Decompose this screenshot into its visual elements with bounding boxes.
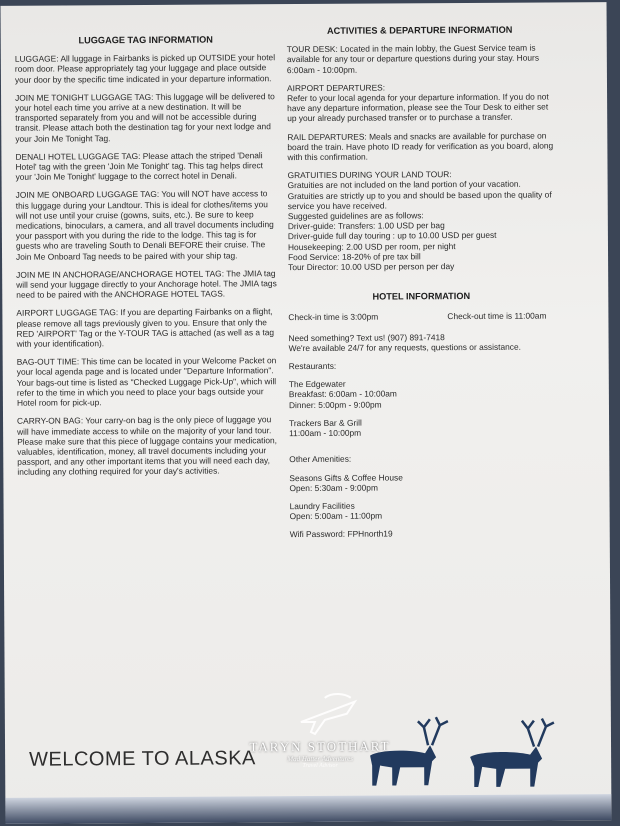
footer-band	[5, 794, 611, 824]
airport-departures-paragraph: AIRPORT DEPARTURES: Refer to your local agenda for your departure information. If you do not have any departure information, please see the Tour Desk to either set up your already purchased transfer or to purchase a transfer.	[286, 82, 549, 124]
activities-column	[287, 24, 556, 547]
denali-hotel-paragraph: DENALI HOTEL LUGGAGE TAG: Please attach the striped 'Denali Hotel' tag with the green 'Join Me Tonight' tag. This tag helps direct your 'Join Me Tonight' luggage to the correct hotel in Denali.	[15, 150, 264, 183]
check-out-time: Check-out time is 11:00am	[447, 310, 547, 322]
seasons-hours: Seasons Gifts & Coffee House Open: 5:30am - 9:00pm	[289, 471, 403, 493]
watermark-title: Travel Advisor	[302, 762, 338, 770]
check-times	[288, 311, 554, 323]
laundry-hours: Laundry Facilities Open: 5:00am - 11:00pm	[289, 500, 383, 522]
watermark-name: TARYN STOTHART	[249, 738, 391, 755]
check-in-time: Check-in time is 3:00pm	[288, 312, 379, 323]
tour-desk-paragraph: TOUR DESK: Located in the main lobby, the Guest Service team is available for any tour or departure questions during your stay. Hours 6:00am - 10:00pm.	[286, 42, 540, 75]
trackers-hours: Trackers Bar & Grill 11:00am - 10:00pm	[289, 417, 362, 439]
document-page	[1, 2, 612, 824]
luggage-tag-heading: LUGGAGE TAG INFORMATION	[78, 34, 213, 46]
contact-text: Need something? Text us! (907) 891-7418 We're available 24/7 for any requests, questions or assistance.	[288, 331, 521, 353]
watermark	[225, 738, 415, 769]
join-me-onboard-paragraph: JOIN ME ONBOARD LUGGAGE TAG: You will NOT have access to this luggage during your Landtour. This is ideal for clothes/items you will not use until your cruise (gowns, suits, etc.). Be sure to keep medications, binoculars, a camera, and all travel documents including your passport with you during the ride to the lodge. This tag is for guests who are traveling South to Denali BEFORE their cruise. The Join Me Onboard Tag needs to be paired with your ship tag.	[15, 188, 274, 262]
restaurants-label: Restaurants:	[288, 360, 337, 372]
hotel-info-heading: HOTEL INFORMATION	[372, 291, 471, 302]
join-me-tonight-paragraph: JOIN ME TONIGHT LUGGAGE TAG: This luggage will be delivered to your hotel each time you arrive at a new destination. It will be transported separately from you and will not be accessible during transit. Please attach both the destination tag for your next lodge and your Join Me Tonight Tag.	[15, 90, 275, 144]
luggage-paragraph: LUGGAGE: All luggage in Fairbanks is picked up OUTSIDE your hotel room door. Please appropriately tag your luggage and place outside your door by the specific time indicated in your departure information.	[14, 52, 276, 85]
rail-departures-paragraph: RAIL DEPARTURES: Meals and snacks are available for purchase on board the train. Have photo ID ready for verification as you board, along with this confirmation.	[287, 130, 554, 163]
plane-logo-icon	[295, 692, 365, 742]
airport-luggage-paragraph: AIRPORT LUGGAGE TAG: If you are departing Fairbanks on a flight, please remove all tags previously given to you. Ensure that only the RED 'AIRPORT' Tag or the Y-TOUR TAG is attached (as well as a tag with your identification).	[16, 306, 275, 349]
bag-out-paragraph: BAG-OUT TIME: This time can be located in your Welcome Packet on your local agenda page and is located under "Departure Information". Your bags-out time is listed as "Checked Luggage Pick-Up", which will refer to the time in which you need to place your bags outside your Hotel room for pick-up.	[16, 355, 277, 408]
activities-heading: ACTIVITIES & DEPARTURE INFORMATION	[326, 24, 513, 36]
carry-on-paragraph: CARRY-ON BAG: Your carry-on bag is the only piece of luggage you will have immediate access to while on the majority of your land tour. Please make sure that this piece of luggage contains your medication, valuables, identification, money, all travel documents including your passport, and any other important items that you will need each day, including any clothing required for your day's activities.	[17, 414, 277, 478]
anchorage-paragraph: JOIN ME IN ANCHORAGE/ANCHORAGE HOTEL TAG: The JMIA tag will send your luggage directly to your Anchorage hotel. The JMIA tags need to be paired with the ANCHORAGE HOTEL TAGS.	[16, 268, 277, 301]
amenities-label: Other Amenities:	[289, 454, 352, 465]
edgewater-hours: The Edgewater Breakfast: 6:00am - 10:00am Dinner: 5:00pm - 9:00pm	[288, 379, 397, 410]
wifi-password: Wifi Password: FPHnorth19	[289, 528, 393, 540]
luggage-tag-column	[15, 34, 280, 485]
gratuities-paragraph: GRATUITIES DURING YOUR LAND TOUR: Gratuities are not included on the land portion of your vacation. Gratuities are strictly up to you and should be based upon the quality of service you have received. Suggested guidelines are as follows: Driver-guide: Transfers: 1.00 USD per bag Driver-guide full day touring : up to 10.00 USD per guest Housekeeping: 2.00 USD per room, per night Food Service: 18-20% of pre tax bill Tour Director: 10.00 USD per person per day	[287, 169, 552, 273]
watermark-company: Mad Hatter Adventures	[287, 754, 353, 764]
welcome-banner: WELCOME TO ALASKA	[29, 747, 256, 771]
